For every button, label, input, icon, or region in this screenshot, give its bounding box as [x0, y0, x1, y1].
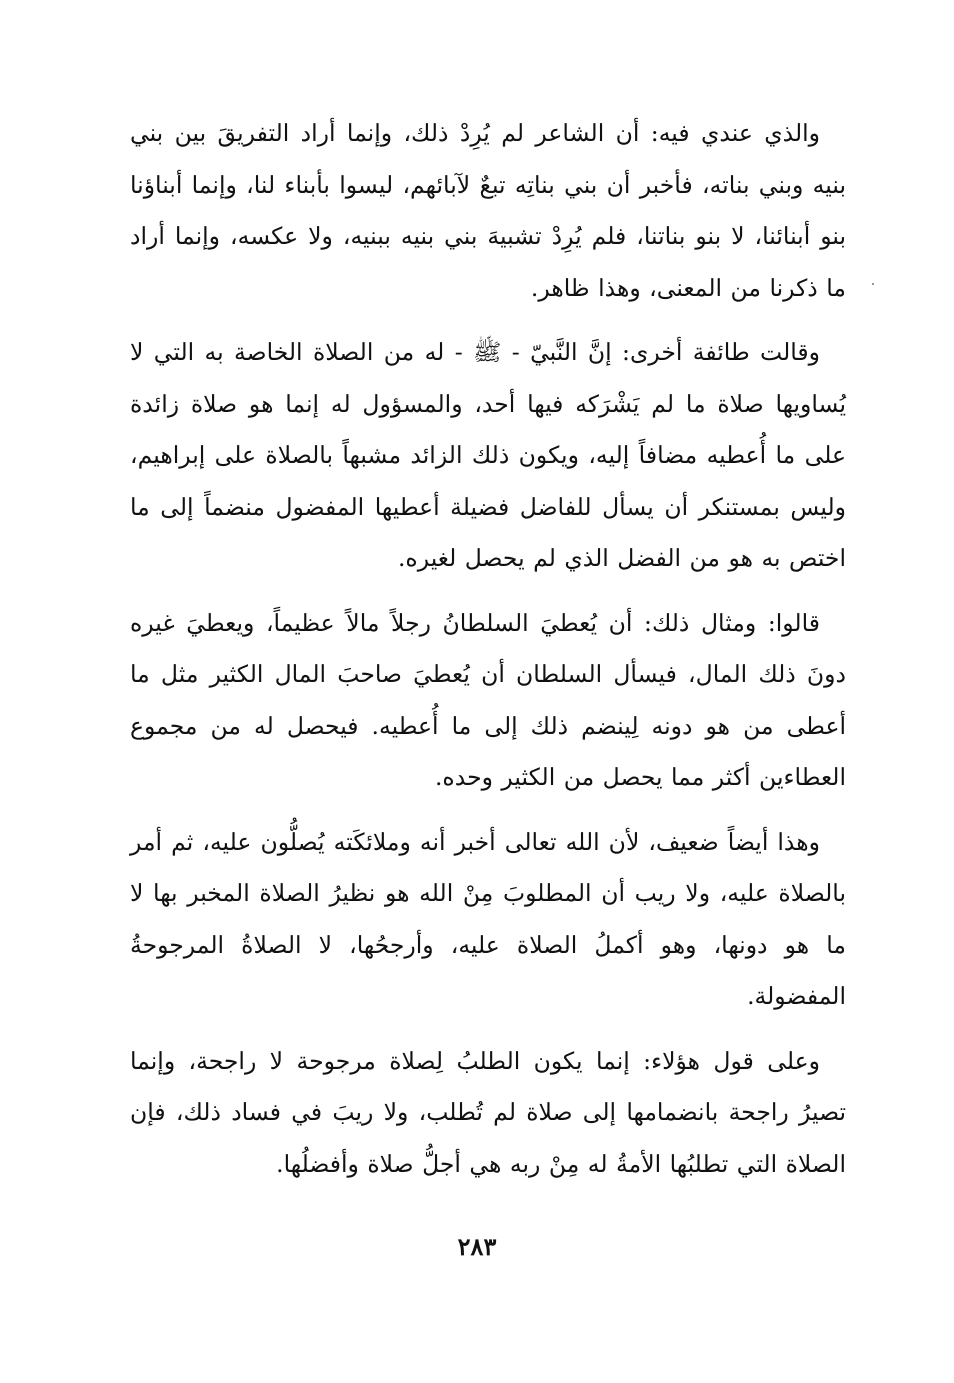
paragraph-spacer [130, 314, 846, 327]
paragraph-5: وعلى قول هؤلاء: إنما يكون الطلبُ لِصلاة مرجوحة لا راجحة، وإنما تصيرُ راجحة بانضمامها إلى صلاة لم تُطلب، ولا ريبَ في فساد ذلك، فإن الصلاة التي تطلبُها الأمةُ له مِنْ ربه هي أجلُّ صلاة وأفضلُها. [130, 1046, 846, 1178]
body-text [130, 108, 846, 1190]
paragraph-4: وهذا أيضاً ضعيف، لأن الله تعالى أخبر أنه وملائكَته يُصلُّون عليه، ثم أمر بالصلاة عليه، ولا ريب أن المطلوبَ مِنْ الله هو نظيرُ الصلاة المخبر بها لا ما هو دونها، وهو أكملُ الصلاة عليه، وأرجحُها، لا الصلاةُ المرجوحةُ المفضولة. [130, 827, 846, 1010]
paragraph-spacer [130, 804, 846, 817]
paragraph-1: والذي عندي فيه: أن الشاعر لم يُرِدْ ذلك، وإنما أراد التفريقَ بين بني بنيه وبني بناته، فأخبر أن بني بناتِه تبعٌ لآبائهم، ليسوا بأبناء لنا، وإنما أبناؤنا بنو أبنائنا، لا بنو بناتنا، فلم يُرِدْ تشبيهَ بني بنيه ببنيه، ولا عكسه، وإنما أراد ما ذكرنا من المعنى، وهذا ظاهر. [130, 119, 846, 302]
paragraph-spacer [130, 585, 846, 598]
scan-speck [872, 283, 874, 285]
page-number: ٢٨٣ [457, 1232, 497, 1261]
paragraph-2: وقالت طائفة أخرى: إنَّ النَّبيّ - ﷺ - له من الصلاة الخاصة به التي لا يُساويها صلاة ما لم يَشْرَكه فيها أحد، والمسؤول له إنما هو صلاة زائدة على ما أُعطيه مضافاً إليه، ويكون ذلك الزائد مشبهاً بالصلاة على إبراهيم، وليس بمستنكر أن يسأل للفاضل فضيلة أعطيها المفضول منضماً إلى ما اختص به هو من الفضل الذي لم يحصل لغيره. [130, 338, 846, 572]
paragraph-spacer [130, 1023, 846, 1036]
paragraph-3: قالوا: ومثال ذلك: أن يُعطيَ السلطانُ رجلاً مالاً عظيماً، ويعطيَ غيره دونَ ذلك المال، فيسأل السلطان أن يُعطيَ صاحبَ المال الكثير مثل ما أعطى من هو دونه لِينضم ذلك إلى ما أُعطيه. فيحصل له من مجموع العطاءين أكثر مما يحصل من الكثير وحده. [130, 608, 846, 791]
